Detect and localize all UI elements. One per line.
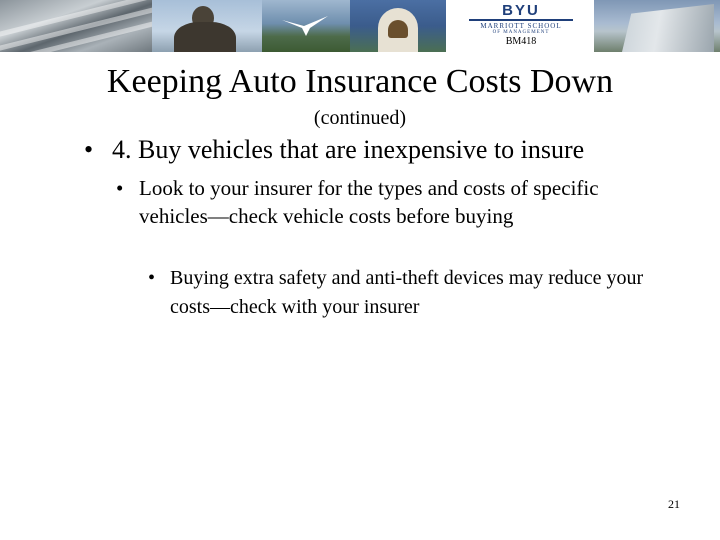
bullet-text: 4. Buy vehicles that are inexpensive to insure (112, 135, 585, 164)
bullet-level-3 (148, 264, 658, 322)
header-banner (0, 0, 720, 52)
bullet-text: Buying extra safety and anti-theft devices may reduce your costs—check with your insurer (170, 267, 644, 318)
slide-title: Keeping Auto Insurance Costs Down (106, 63, 614, 100)
page-number: 21 (668, 497, 680, 511)
byu-logo (463, 3, 579, 49)
logo-subtitle: OF MANAGEMENT (492, 30, 550, 35)
banner-photo-bell-tower (350, 0, 446, 52)
bullet-marker: • (148, 267, 156, 289)
bell-icon (388, 20, 408, 38)
slide-subtitle: (continued) (313, 107, 407, 129)
y-mountain-icon (280, 14, 332, 38)
bullet-level-2 (116, 174, 656, 230)
logo-name: BYU (502, 2, 540, 19)
banner-photo-building (594, 0, 720, 52)
banner-photo-statue (152, 0, 262, 52)
bullet-text: Look to your insurer for the types and costs of specific vehicles—check vehicle costs before buying (139, 176, 599, 228)
logo-school: MARRIOTT SCHOOL (480, 22, 562, 30)
bullet-marker: • (84, 135, 94, 164)
course-code: BM418 (505, 36, 537, 47)
banner-photo-sculpture (0, 0, 152, 52)
bullet-marker: • (116, 176, 124, 200)
bullet-level-1 (84, 134, 684, 166)
banner-photo-mountain-y (262, 0, 350, 52)
